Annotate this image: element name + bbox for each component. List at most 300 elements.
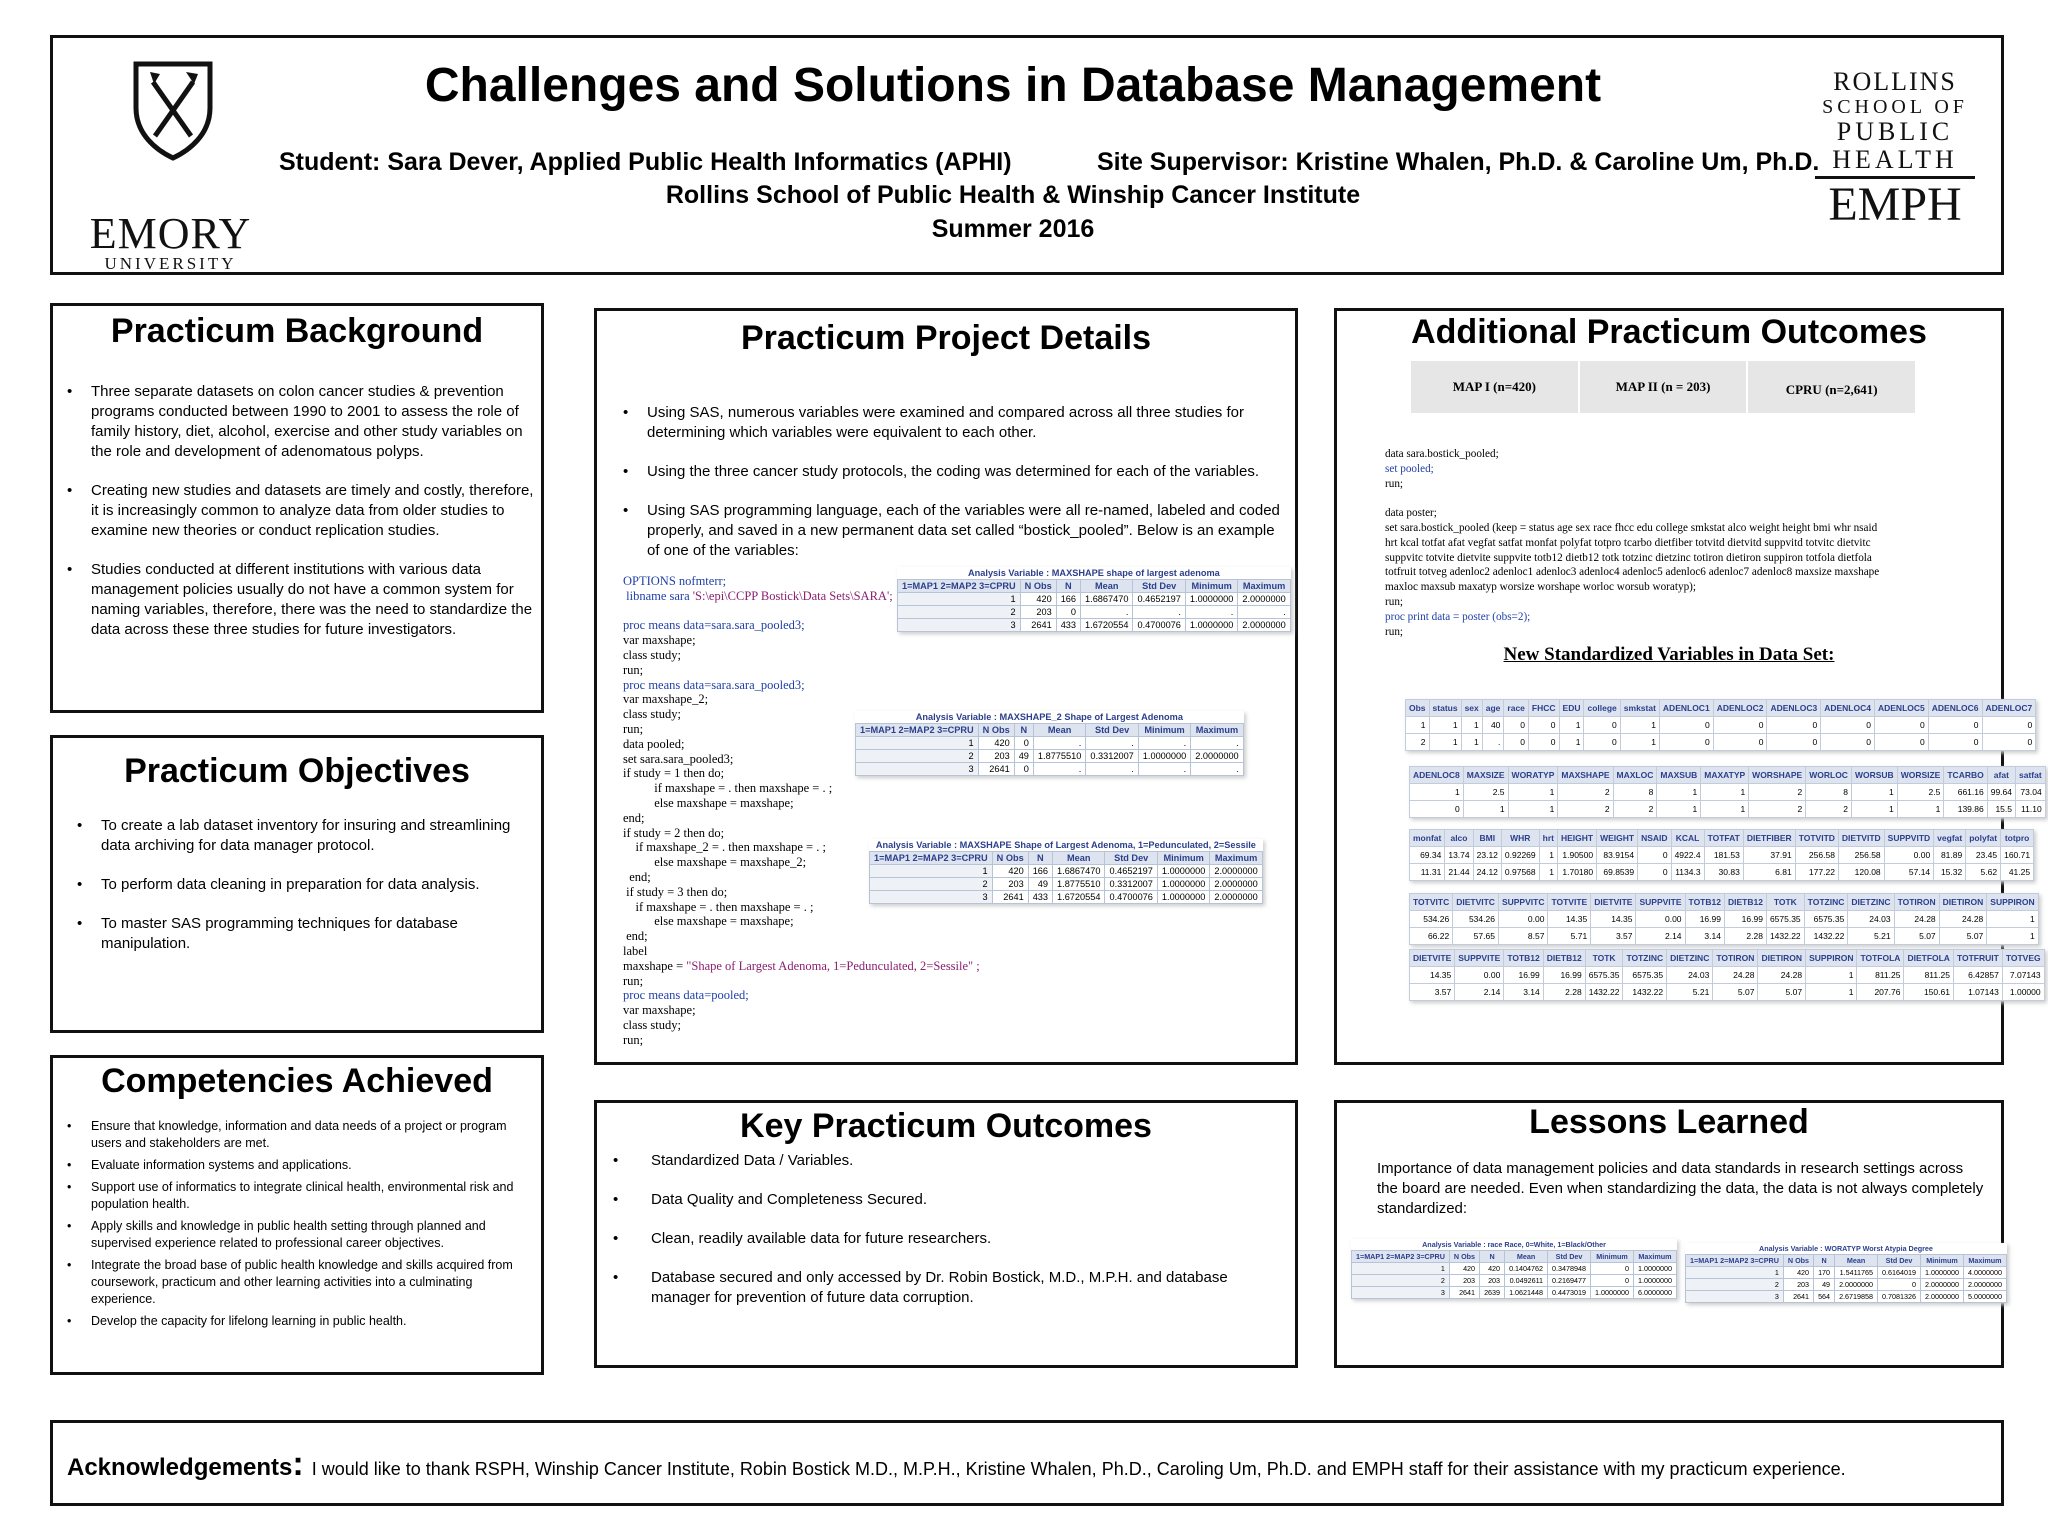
table-caption: Analysis Variable : MAXSHAPE_2 Shape of Largest Adenoma: [856, 711, 1244, 724]
table-cell: 8: [1806, 784, 1852, 801]
table-cell: 16.99: [1504, 967, 1543, 984]
column-header: N Obs: [1449, 1251, 1479, 1263]
column-header: MAXSHAPE: [1558, 767, 1613, 784]
table-header-row: [1686, 1255, 2007, 1267]
column-header: N: [1056, 580, 1080, 593]
column-header: Minimum: [1921, 1255, 1964, 1267]
code-text: else maxshape = maxshape;: [623, 914, 794, 929]
table-cell: 166: [1028, 865, 1052, 878]
table-cell: 1.6867470: [1081, 593, 1133, 606]
table-cell: 2.0000000: [1964, 1279, 2007, 1291]
code-text: libname sara: [623, 588, 693, 603]
code-text: data pooled;: [623, 736, 685, 751]
table-cell: 1.0000000: [1634, 1275, 1677, 1287]
table-cell: 0.2169477: [1548, 1275, 1591, 1287]
code-line: [623, 1018, 1003, 1033]
table-cell: 1.0000000: [1185, 593, 1237, 606]
table-cell: 0.7081326: [1878, 1291, 1921, 1303]
column-header: N Obs: [1783, 1255, 1813, 1267]
code-line: [623, 633, 1003, 648]
table-cell: 1.0000000: [1157, 891, 1209, 904]
code-text: if study = 1 then do;: [623, 766, 725, 781]
table-row: [870, 891, 1263, 904]
table-row: [1406, 717, 2036, 734]
code-line: [623, 1033, 1003, 1048]
table-caption: Analysis Variable : MAXSHAPE Shape of Largest Adenoma, 1=Pedunculated, 2=Sessile: [870, 839, 1263, 852]
table-cell: 0: [1638, 864, 1671, 881]
table-cell: 0: [1659, 734, 1713, 751]
table-cell: 6575.35: [1804, 911, 1848, 928]
column-header: DIETB12: [1543, 950, 1585, 967]
code-text: run;: [623, 662, 644, 677]
table-cell: 24.28: [1713, 967, 1758, 984]
table-cell: 0.4473019: [1548, 1287, 1591, 1299]
column-header: Minimum: [1591, 1251, 1634, 1263]
table-cell: 2641: [1783, 1291, 1813, 1303]
project-details-panel: [594, 308, 1298, 1065]
table-cell: 49: [1014, 750, 1033, 763]
lessons-learned-panel: [1334, 1100, 2004, 1368]
table-cell: 0.6164019: [1878, 1267, 1921, 1279]
table-cell: 66.22: [1410, 928, 1453, 945]
code-line: [623, 959, 1003, 974]
table-row: [1686, 1291, 2007, 1303]
table-header-row: [1410, 950, 2045, 967]
table-cell: 2639: [1480, 1287, 1505, 1299]
student-line: Student: Sara Dever, Applied Public Health Informatics (APHI): [279, 148, 1012, 176]
table-cell: 0: [1767, 734, 1821, 751]
column-header: KCAL: [1671, 830, 1704, 847]
table-cell: 2641: [992, 891, 1028, 904]
column-header: ADENLOC4: [1821, 700, 1875, 717]
code-line: totfruit totveg adenloc2 adenloc1 adenloc3 adenloc4 adenloc5 adenloc6 adenloc7 adenloc8 maxsize maxshape: [1385, 566, 1880, 579]
table-cell: 1: [1406, 717, 1430, 734]
column-header: afat: [1987, 767, 2015, 784]
table-row: [870, 865, 1263, 878]
table-cell: 0.1404762: [1505, 1263, 1548, 1275]
column-header: TOTIRON: [1713, 950, 1758, 967]
table-cell: 8.57: [1498, 928, 1548, 945]
column-header: college: [1584, 700, 1620, 717]
column-header: Std Dev: [1878, 1255, 1921, 1267]
column-header: ADENLOC8: [1410, 767, 1464, 784]
column-header: N: [1814, 1255, 1835, 1267]
column-header: TOTB12: [1504, 950, 1543, 967]
code-line: run;: [1385, 595, 1404, 608]
table-header-row: [856, 724, 1244, 737]
column-header: TOTZINC: [1623, 950, 1667, 967]
table-cell: 2.0000000: [1210, 865, 1262, 878]
table-cell: 2.14: [1455, 984, 1504, 1001]
table-cell: 1: [1620, 717, 1659, 734]
code-line: [623, 648, 1003, 663]
table-cell: 2: [1558, 784, 1613, 801]
column-header: SUPPVITE: [1455, 950, 1504, 967]
table-cell: 0: [1878, 1279, 1921, 1291]
table-cell: 811.25: [1904, 967, 1954, 984]
table-cell: 5.62: [1966, 864, 2001, 881]
background-panel: [50, 303, 544, 713]
column-header: TOTZINC: [1804, 894, 1848, 911]
list-item: • Develop the capacity for lifelong learning in public health.: [65, 1313, 535, 1330]
table-cell: 1.0000000: [1157, 878, 1209, 891]
table-caption: Analysis Variable : WORATYP Worst Atypia Degree: [1686, 1243, 2007, 1255]
variable-table: [1409, 766, 2046, 818]
column-header: DIETIRON: [1758, 950, 1806, 967]
table-cell: 41.25: [2001, 864, 2034, 881]
list-item: • Integrate the broad base of public health knowledge and skills acquired from coursework, practicum and other learning activities into a culminating experience.: [65, 1257, 535, 1308]
study-label: MAP II (n = 203): [1580, 361, 1749, 413]
table-cell: 5.0000000: [1964, 1291, 2007, 1303]
column-header: N: [1480, 1251, 1505, 1263]
table-cell: 2.0000000: [1210, 891, 1262, 904]
column-header: MAXLOC: [1613, 767, 1657, 784]
code-text: var maxshape_2;: [623, 692, 709, 707]
column-header: BMI: [1473, 830, 1501, 847]
table-cell: 1: [1851, 784, 1897, 801]
objectives-list: [75, 816, 515, 954]
table-cell: .: [1238, 606, 1290, 619]
emory-wordmark: EMORY: [89, 209, 252, 258]
variable-table: [1405, 699, 2036, 751]
emory-shield-icon: [128, 60, 218, 160]
table-caption: Analysis Variable : MAXSHAPE shape of largest adenoma: [898, 567, 1291, 580]
column-header: N Obs: [1020, 580, 1056, 593]
table-cell: 2641: [1020, 619, 1056, 632]
code-line: data poster;: [1385, 507, 1437, 520]
table-cell: 420: [978, 737, 1014, 750]
column-header: TOTFOLA: [1857, 950, 1904, 967]
column-header: MAXSUB: [1657, 767, 1701, 784]
table-cell: 24.28: [1939, 911, 1987, 928]
table-cell: 2: [1406, 734, 1430, 751]
code-text: proc means data=sara.sara_pooled3;: [623, 618, 805, 633]
table-cell: 1432.22: [1766, 928, 1804, 945]
column-header: FHCC: [1528, 700, 1559, 717]
column-header: MAXATYP: [1701, 767, 1749, 784]
table-cell: 0.97568: [1501, 864, 1539, 881]
table-cell: 0: [1713, 717, 1767, 734]
table-cell: 203: [978, 750, 1014, 763]
table-row: [1410, 864, 2034, 881]
table-cell: 564: [1814, 1291, 1835, 1303]
table-cell: 1: [898, 593, 1021, 606]
table-cell: 1432.22: [1585, 984, 1623, 1001]
table-cell: 2: [898, 606, 1021, 619]
rollins-text: ROLLINS: [1833, 67, 1957, 96]
table-cell: 1: [1463, 801, 1508, 818]
code-line: proc print data = poster (obs=2);: [1385, 610, 1531, 623]
key-outcomes-title: Key Practicum Outcomes: [740, 1107, 1152, 1145]
table-cell: 1: [1410, 784, 1464, 801]
code-text: run;: [623, 1032, 644, 1047]
table-cell: 1: [1539, 847, 1557, 864]
list-item: • Creating new studies and datasets are timely and costly, therefore, it is increasingly common to analyze data from older studies to examine new theories or conduct replication studies.: [65, 481, 535, 541]
table-cell: 2.0000000: [1835, 1279, 1878, 1291]
column-header: DIETIRON: [1939, 894, 1987, 911]
table-cell: 0: [1982, 717, 2036, 734]
table-caption-row: [1686, 1243, 2007, 1255]
table-cell: 49: [1814, 1279, 1835, 1291]
sas-output-table: [1685, 1243, 2007, 1303]
table-row: [1410, 967, 2045, 984]
list-item: • Studies conducted at different institutions with various data management policies usually do not have a common system for naming variables, therefore, there was the need to standardize the data across these three studies for future investigators.: [65, 560, 535, 640]
new-variables-heading: New Standardized Variables in Data Set:: [1503, 644, 1835, 665]
table-row: [856, 750, 1244, 763]
objectives-title: Practicum Objectives: [124, 752, 470, 790]
table-row: [898, 606, 1291, 619]
variable-table: [1409, 829, 2034, 881]
table-cell: 203: [1480, 1275, 1505, 1287]
table-header-row: [1352, 1251, 1677, 1263]
table-cell: 24.28: [1894, 911, 1939, 928]
table-cell: 0: [1584, 717, 1620, 734]
project-details-title: Practicum Project Details: [740, 319, 1152, 357]
table-cell: 2: [1558, 801, 1613, 818]
table-cell: 2.14: [1636, 928, 1685, 945]
column-header: SUPPVITC: [1498, 894, 1548, 911]
code-string: 'S:\epi\CCPP Bostick\Data Sets\SARA';: [692, 588, 893, 603]
table-cell: 73.04: [2016, 784, 2046, 801]
column-header: DIETB12: [1724, 894, 1766, 911]
acknowledgements-text: I would like to thank RSPH, Winship Cancer Institute, Robin Bostick M.D., M.P.H., Kristine Whalen, Ph.D., Caroling Um, Ph.D. and EMPH staff for their assistance with my practicum experience.: [311, 1459, 1846, 1479]
table-cell: 166: [1056, 593, 1080, 606]
column-header: TOTVITC: [1410, 894, 1453, 911]
column-header: N: [1028, 852, 1052, 865]
table-cell: .: [1133, 606, 1185, 619]
table-cell: 1: [1352, 1263, 1450, 1275]
supervisor-line: Site Supervisor: Kristine Whalen, Ph.D. & Caroline Um, Ph.D.: [1097, 148, 1820, 176]
table-cell: 2: [1749, 784, 1806, 801]
table-row: [1410, 984, 2045, 1001]
table-cell: 3: [856, 763, 979, 776]
sas-output-table: [869, 839, 1263, 904]
code-line: run;: [1385, 477, 1404, 490]
table-cell: 2.0000000: [1238, 619, 1290, 632]
column-header: Minimum: [1157, 852, 1209, 865]
table-cell: 2: [1806, 801, 1852, 818]
table-cell: 40: [1482, 717, 1504, 734]
code-text: run;: [623, 721, 644, 736]
table-cell: 0: [1056, 606, 1080, 619]
table-row: [856, 763, 1244, 776]
table-header-row: [1410, 894, 2039, 911]
table-cell: 3.57: [1410, 984, 1455, 1001]
table-cell: 24.12: [1473, 864, 1501, 881]
column-header: hrt: [1539, 830, 1557, 847]
table-cell: 2: [1613, 801, 1657, 818]
column-header: DIETFIBER: [1743, 830, 1795, 847]
table-cell: 1.0000000: [1185, 619, 1237, 632]
competencies-panel: [50, 1055, 544, 1375]
column-header: ADENLOC2: [1713, 700, 1767, 717]
table-cell: 6.81: [1743, 864, 1795, 881]
table-cell: 420: [1783, 1267, 1813, 1279]
table-row: [1352, 1263, 1677, 1275]
code-text: run;: [623, 973, 644, 988]
table-caption-row: [1352, 1239, 1677, 1251]
code-line: [623, 663, 1003, 678]
table-row: [1410, 928, 2039, 945]
table-cell: 1: [1429, 717, 1461, 734]
table-cell: .: [1482, 734, 1504, 751]
table-cell: 69.34: [1410, 847, 1445, 864]
table-cell: 5.07: [1758, 984, 1806, 1001]
code-line: hrt kcal totfat afat vegfat satfat monfat polyfat totpro tcarbo dietfiber totvitd dietvitd suppvitd totvitc dietvitc: [1385, 536, 1871, 549]
health-text: HEALTH: [1815, 146, 1975, 179]
table-header-row: [1410, 767, 2046, 784]
table-cell: 1: [1987, 911, 2038, 928]
competencies-list: [65, 1118, 535, 1330]
table-row: [1410, 784, 2046, 801]
table-cell: 1: [856, 737, 979, 750]
code-line: [623, 1003, 1003, 1018]
table-cell: 1: [1508, 784, 1558, 801]
column-header: DIETVITE: [1410, 950, 1455, 967]
code-line: set pooled;: [1385, 462, 1434, 475]
table-cell: 1.6867470: [1053, 865, 1105, 878]
table-cell: 1: [1987, 928, 2038, 945]
table-caption-row: [898, 567, 1291, 580]
table-cell: 14.35: [1410, 967, 1455, 984]
table-cell: 6575.35: [1585, 967, 1623, 984]
table-cell: 5.21: [1848, 928, 1894, 945]
column-header: TCARBO: [1944, 767, 1987, 784]
table-cell: 5.07: [1939, 928, 1987, 945]
column-header: TOTVITD: [1795, 830, 1838, 847]
table-cell: 0: [1504, 734, 1529, 751]
column-header: Mean: [1033, 724, 1085, 737]
table-cell: 1: [1897, 801, 1944, 818]
table-cell: 5.21: [1667, 984, 1713, 1001]
table-cell: 1: [1559, 717, 1584, 734]
table-cell: 1: [1539, 864, 1557, 881]
lessons-text: Importance of data management policies and data standards in research settings across the board are needed. Even when standardizing the data, the data is not always completely standardized:: [1377, 1160, 1984, 1217]
column-header: WORSHAPE: [1749, 767, 1806, 784]
list-item: • To perform data cleaning in preparation for data analysis.: [75, 875, 515, 895]
column-header: Mean: [1053, 852, 1105, 865]
table-cell: 170: [1814, 1267, 1835, 1279]
table-cell: 0.92269: [1501, 847, 1539, 864]
table-cell: 0: [1591, 1275, 1634, 1287]
column-header: N Obs: [992, 852, 1028, 865]
table-cell: 150.61: [1904, 984, 1954, 1001]
study-header-bar: [1411, 361, 1915, 413]
table-cell: 57.14: [1884, 864, 1934, 881]
code-text: proc means data=sara.sara_pooled3;: [623, 677, 805, 692]
table-cell: 420: [1020, 593, 1056, 606]
column-header: DIETVITC: [1453, 894, 1499, 911]
table-cell: 1.00000: [2002, 984, 2044, 1001]
table-cell: 6575.35: [1766, 911, 1804, 928]
table-cell: 203: [1783, 1279, 1813, 1291]
table-header-row: [1406, 700, 2036, 717]
table-cell: 139.86: [1944, 801, 1987, 818]
column-header: ADENLOC3: [1767, 700, 1821, 717]
table-cell: 16.99: [1685, 911, 1724, 928]
table-cell: 7.07143: [2002, 967, 2044, 984]
table-row: [1352, 1275, 1677, 1287]
column-header: WORSUB: [1851, 767, 1897, 784]
code-text: else maxshape = maxshape_2;: [623, 855, 807, 870]
column-header: 1=MAP1 2=MAP2 3=CPRU: [1352, 1251, 1450, 1263]
list-item: • Ensure that knowledge, information and data needs of a project or program users and stakeholders are met.: [65, 1118, 535, 1152]
public-text: PUBLIC: [1836, 117, 1954, 146]
table-cell: .: [1138, 737, 1190, 750]
column-header: NSAID: [1638, 830, 1671, 847]
code-text: if maxshape_2 = . then maxshape = . ;: [623, 840, 826, 855]
column-header: DIETZINC: [1848, 894, 1894, 911]
column-header: MAXSIZE: [1463, 767, 1508, 784]
list-item: • Three separate datasets on colon cancer studies & prevention programs conducted between 1990 to 2001 to assess the role of family history, diet, alcohol, exercise and other study variables on the role and development of adenomatous polyps.: [65, 382, 535, 462]
column-header: sex: [1461, 700, 1482, 717]
table-cell: 1: [1701, 801, 1749, 818]
variable-table: [1409, 893, 2039, 945]
table-cell: 1.0000000: [1138, 750, 1190, 763]
column-header: N Obs: [978, 724, 1014, 737]
sas-code-block: [623, 574, 1003, 1048]
column-header: Std Dev: [1133, 580, 1185, 593]
background-list: [65, 382, 535, 640]
column-header: Maximum: [1238, 580, 1290, 593]
table-cell: 1: [1559, 734, 1584, 751]
sas-code-block-2: [1385, 447, 1879, 639]
table-cell: 3: [1686, 1291, 1784, 1303]
table-cell: 3.57: [1591, 928, 1636, 945]
key-outcomes-panel: [594, 1100, 1298, 1368]
table-cell: 2.28: [1724, 928, 1766, 945]
table-cell: 203: [1020, 606, 1056, 619]
table-cell: 2: [1352, 1275, 1450, 1287]
study-label: CPRU (n=2,641): [1785, 382, 1878, 397]
rollins-logo: [1815, 68, 1975, 231]
table-cell: 0: [1528, 717, 1559, 734]
table-cell: 1.0000000: [1921, 1267, 1964, 1279]
column-header: Minimum: [1185, 580, 1237, 593]
table-cell: 1: [1461, 734, 1482, 751]
table-cell: 16.99: [1724, 911, 1766, 928]
table-cell: 2: [856, 750, 979, 763]
list-item: • Standardized Data / Variables.: [611, 1151, 1287, 1171]
table-cell: 1.8775510: [1033, 750, 1085, 763]
table-cell: 3.14: [1685, 928, 1724, 945]
table-row: [898, 593, 1291, 606]
table-cell: 69.8539: [1597, 864, 1638, 881]
table-cell: 11.10: [2016, 801, 2046, 818]
table-cell: 433: [1056, 619, 1080, 632]
table-cell: 0.00: [1498, 911, 1548, 928]
table-cell: 21.44: [1445, 864, 1473, 881]
table-row: [1686, 1267, 2007, 1279]
table-cell: 1.6720554: [1053, 891, 1105, 904]
school-of-text: SCHOOL OF: [1822, 96, 1968, 118]
table-cell: 1.6720554: [1081, 619, 1133, 632]
column-header: TOTVEG: [2002, 950, 2044, 967]
table-cell: .: [1033, 737, 1085, 750]
code-text: proc means data=pooled;: [623, 988, 749, 1003]
table-cell: 2: [1749, 801, 1806, 818]
table-cell: 1: [1701, 784, 1749, 801]
table-cell: 1: [1461, 717, 1482, 734]
column-header: Mean: [1835, 1255, 1878, 1267]
table-cell: 420: [1480, 1263, 1505, 1275]
table-cell: 0: [1821, 717, 1875, 734]
column-header: satfat: [2016, 767, 2046, 784]
list-item: • Using SAS, numerous variables were examined and compared across all three studies for determining which variables were equivalent to each other.: [621, 403, 1281, 443]
table-cell: 1: [1508, 801, 1558, 818]
table-cell: 1.70180: [1557, 864, 1596, 881]
table-cell: 420: [1449, 1263, 1479, 1275]
